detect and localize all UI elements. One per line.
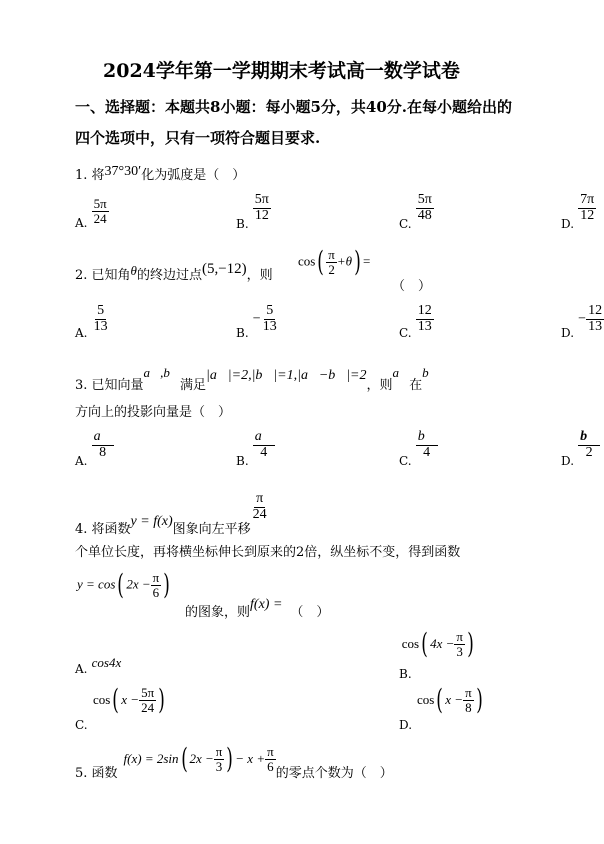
- q2-theta: θ: [130, 263, 137, 278]
- question-1: [75, 164, 245, 184]
- question-5: 5. 函数f(x) = 2sin( 2x − $\frac{\pi}{3}$ ) − x + $\frac{\pi}{6}$ 的零点个数为（ ）: [75, 742, 393, 781]
- q3-line2: 方向上的投影向量是（ ）: [75, 405, 232, 420]
- page-title: 2024学年第一学期期末考试高一数学试卷: [103, 60, 460, 82]
- q4-option-b[interactable]: B. cos( 4x − $\frac{\pi}{3}$ ): [399, 627, 474, 681]
- q2-option-b[interactable]: B. − $\frac{5}{13}$: [236, 303, 277, 340]
- q1-option-b-fraction: $\frac{5\pi}{12}$: [254, 192, 269, 223]
- q1-angle: 37°30′: [104, 164, 142, 179]
- q2-expression: cos( $\frac{\pi}{2}$ +θ) =: [298, 245, 371, 279]
- q1-option-c[interactable]: C. $\frac{5\pi}{48}$: [399, 192, 432, 231]
- q1-option-b[interactable]: B. $\frac{5\pi}{12}$: [236, 192, 269, 231]
- q2-point: (5,−12): [201, 261, 247, 277]
- q2-answer-paren: （ ）: [392, 279, 432, 294]
- section-header-line1: 一、选择题：本题共8小题：每小题5分，共40分.在每小题给出的: [75, 98, 512, 116]
- q4-graph-of: 的图象，则f(x) =（ ）: [185, 597, 330, 620]
- question-4: 4. 将函数y = f(x)图象向左平移 $\frac{\pi}{24}$: [75, 491, 267, 537]
- q2-option-a[interactable]: A. $\frac{5}{13}$: [75, 303, 108, 340]
- q3-option-b[interactable]: B. $\frac{a⃗}{4}$: [236, 429, 273, 468]
- q1-prefix: 1. 将: [75, 168, 105, 183]
- q1-option-d[interactable]: D. $\frac{7\pi}{12}$: [561, 192, 595, 231]
- q4-shift-fraction: $\frac{\pi}{24}$: [252, 491, 267, 522]
- q1-option-a[interactable]: A. $\frac{5\pi}{24}$: [75, 196, 107, 230]
- q4-option-a[interactable]: A. cos4x: [75, 655, 122, 676]
- q2-option-c[interactable]: C. $\frac{12}{13}$: [399, 303, 432, 340]
- section-header-line2: 四个选项中，只有一项符合题目要求.: [75, 129, 321, 147]
- q4-option-d[interactable]: cos( x − $\frac{\pi}{8}$ ) D.: [399, 683, 483, 732]
- question-3: 3. 已知向量a⃗,b⃗满足|a⃗|=2,|b⃗|=1,|a⃗−b⃗|=2，则a⃗在b⃗: [75, 365, 439, 393]
- q4-function: y = f(x): [130, 513, 173, 529]
- q4-line2: 个单位长度，再将横坐标伸长到原来的2倍，纵坐标不变，得到函数: [75, 545, 461, 560]
- q1-option-c-fraction: $\frac{5\pi}{48}$: [417, 192, 432, 223]
- q3-option-c[interactable]: C. $\frac{b⃗}{4}$: [399, 429, 436, 468]
- q3-option-d[interactable]: D. $\frac{b⃗}{2}$: [561, 429, 599, 468]
- q1-option-a-fraction: $\frac{5\pi}{24}$: [93, 196, 107, 226]
- q3-condition: |a⃗|=2,|b⃗|=1,|a⃗−b⃗|=2: [206, 368, 367, 383]
- question-2: 2. 已知角θ的终边过点(5,−12)，则: [75, 261, 273, 283]
- q4-option-c[interactable]: cos( x − $\frac{5\pi}{24}$ ) C.: [75, 683, 165, 732]
- q3-option-a[interactable]: A. $\frac{a⃗}{8}$: [75, 429, 112, 468]
- q4-target-function: y = cos( 2x − $\frac{\pi}{6}$ ): [77, 568, 170, 602]
- q3-vectors: a⃗,b⃗: [143, 365, 181, 380]
- q1-option-d-fraction: $\frac{7\pi}{12}$: [580, 192, 595, 223]
- q1-suffix: 化为弧度是（ ）: [141, 168, 246, 183]
- q2-option-d[interactable]: D. − $\frac{12}{13}$: [561, 303, 603, 340]
